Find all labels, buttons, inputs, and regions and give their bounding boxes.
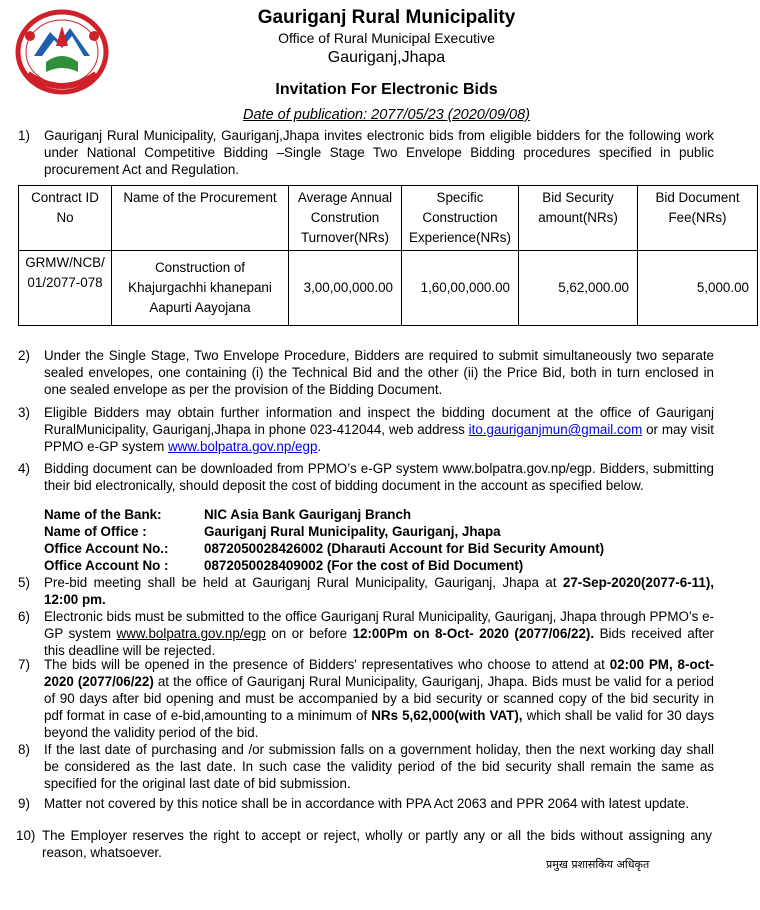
office-location: Gauriganj,Jhapa: [327, 49, 446, 66]
cell-document-fee: 5,000.00: [638, 251, 758, 326]
cell-experience: 1,60,00,000.00: [402, 251, 519, 326]
col-contract-id: Contract ID No: [19, 186, 112, 251]
bid-table: [18, 185, 758, 326]
clause-2: 2) Under the Single Stage, Two Envelope Procedure, Bidders are required to submit simultaneously two separate sealed envelopes, one containing (i) the Technical Bid and the other (ii) the Price Bid, both in turn enclosed in one sealed envelope as per the provision of the Bidding Document.: [18, 348, 714, 397]
organization-name: Gauriganj Rural Municipality: [257, 7, 516, 28]
clause-6: 6) Electronic bids must be submitted to the office Gauriganj Rural Municipality, Gauriganj, Jhapa through PPMO’s e-GP system www.bolpatra.gov.np/egp on or before 12:00Pm on 8-Oct- 2020 (2077/06/22). Bids received after this deadline will be rejected.: [18, 609, 714, 658]
publication-date: Date of publication: 2077/05/23 (2020/09/08): [243, 107, 530, 123]
clause-1: 1) Gauriganj Rural Municipality, Gauriganj,Jhapa invites electronic bids from eligible bidders for the following work under National Competitive Bidding –Single Stage Two Envelope Bidding procedures specified in public procurement Act and Regulation.: [18, 128, 714, 177]
account-1-value: 0872050028426002 (Dharauti Account for Bid Security Amount): [204, 541, 605, 556]
office-label: Name of Office :: [44, 524, 147, 539]
officer-signature-title: प्रमुख प्रशासकिय अधिकृत: [546, 858, 650, 871]
notice-header: [0, 7, 760, 100]
col-experience: Specific Construction Experience(NRs): [402, 186, 519, 251]
office-name: Office of Rural Municipal Executive: [278, 30, 495, 46]
clause-10: 10) The Employer reserves the right to accept or reject, wholly or partly any or all the bids without assigning any reason, whatsoever.: [16, 828, 712, 860]
col-procurement-name: Name of the Procurement: [112, 186, 289, 251]
bid-table-header-row: [19, 186, 758, 251]
table-row: [19, 251, 758, 326]
account-2-value: 0872050028409002 (For the cost of Bid Document): [204, 558, 524, 573]
clause-8: 8) If the last date of purchasing and /or submission falls on a government holiday, then the next working day shall be considered as the last date. In such case the validity period of the bid security shall remain the same as specified for the original last date of bid submission.: [18, 742, 714, 791]
cell-turnover: 3,00,00,000.00: [289, 251, 402, 326]
email-link[interactable]: ito.gauriganjmun@gmail.com: [468, 422, 643, 437]
clause-9: 9) Matter not covered by this notice shall be in accordance with PPA Act 2063 and PPR 2064 with latest update.: [18, 796, 690, 811]
bank-label: Name of the Bank:: [44, 507, 162, 522]
clause-7: 7) The bids will be opened in the presence of Bidders' representatives who choose to attend at 02:00 PM, 8-oct-2020 (2077/06/22) at the office of Gauriganj Rural Municipality, Gauriganj, Jhapa. Bids must be valid for a period of 90 days after bid opening and must be accompanied by a bid security or scanned copy of the bid security in pdf format in case of e-bid,amounting to a minimum of NRs 5,62,000(with VAT), which shall be valid for 30 days beyond the validity period of the bid.: [18, 657, 715, 740]
clause-5: 5) Pre-bid meeting shall be held at Gauriganj Rural Municipality, Gauriganj, Jhapa at 27-Sep-2020(2077-6-11), 12:00 pm.: [18, 575, 714, 607]
col-turnover: Average Annual Constrution Turnover(NRs): [289, 186, 402, 251]
notice-title: Invitation For Electronic Bids: [275, 81, 498, 98]
egp-link[interactable]: www.bolpatra.gov.np/egp: [116, 626, 266, 641]
office-value: Gauriganj Rural Municipality, Gauriganj, Jhapa: [204, 524, 501, 539]
cell-contract-id: GRMW/NCB/ 01/2077-078: [19, 251, 112, 326]
col-bid-security: Bid Security amount(NRs): [519, 186, 638, 251]
clause-4: 4) Bidding document can be downloaded from PPMO’s e-GP system www.bolpatra.gov.np/egp. Bidders, submitting their bid electronically, should deposit the cost of bidding document in the account as specified below.: [18, 461, 714, 493]
cell-bid-security: 5,62,000.00: [519, 251, 638, 326]
bank-value: NIC Asia Bank Gauriganj Branch: [204, 507, 412, 522]
bank-details: [44, 506, 604, 574]
cell-procurement-name: Construction of Khajurgachhi khanepani Aapurti Aayojana: [112, 251, 289, 326]
account-1-label: Office Account No.:: [44, 541, 169, 556]
clause-3: 3) Eligible Bidders may obtain further information and inspect the bidding document at the office of Gauriganj RuralMunicipality, Gauriganj,Jhapa in phone 023-412044, web address ito.gauriganjmun@gmail.com or may visit PPMO e-GP system www.bolpatra.gov.np/egp.: [18, 405, 714, 454]
col-document-fee: Bid Document Fee(NRs): [638, 186, 758, 251]
egp-link[interactable]: www.bolpatra.gov.np/egp: [168, 439, 318, 454]
account-2-label: Office Account No :: [44, 558, 169, 573]
